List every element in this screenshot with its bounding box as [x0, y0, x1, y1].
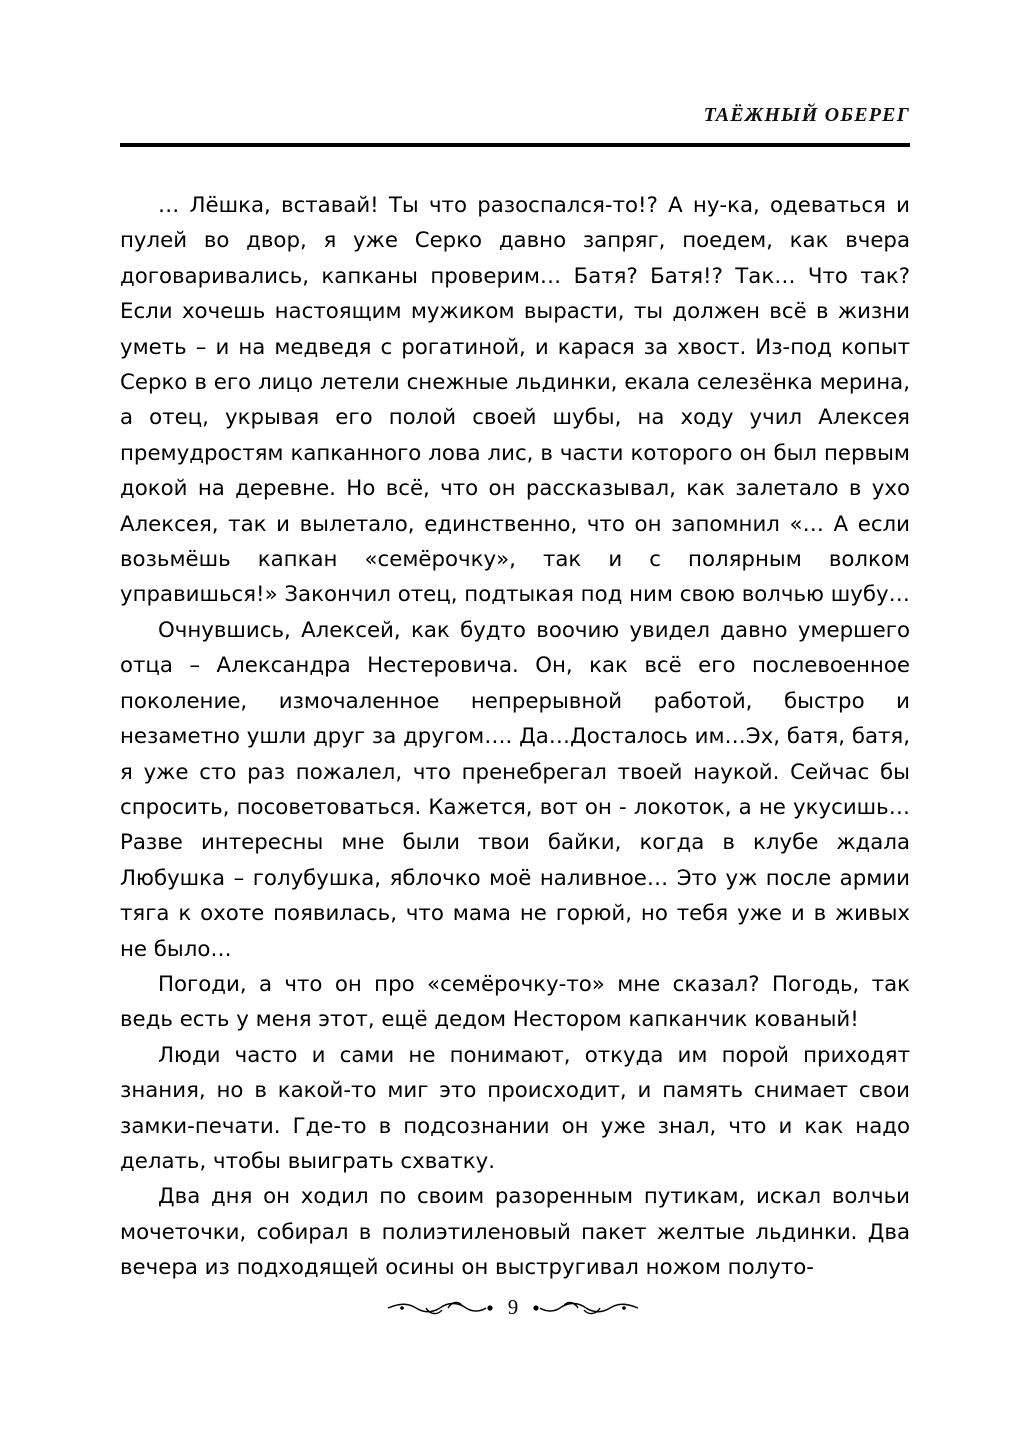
- page-number: 9: [507, 1295, 519, 1319]
- running-title: ТАЁЖНЫЙ ОБЕРЕГ: [703, 104, 910, 126]
- paragraph: Очнувшись, Алексей, как будто воочию увидел давно умершего отца – Александра Нестеровича. Он, как всё его послевоенное поколение, измочаленное непрерывной работой, быстро и незаметно ушли друг за другом…. Да…Досталось им…Эх, батя, батя, я уже сто раз пожалел, что пренебрегал твоей наукой. Сейчас бы спросить, посоветоваться. Кажется, вот он - локоток, а не укусишь…Разве интересны мне были твои байки, когда в клубе ждала Любушка – голубушка, яблочко моё наливное… Это уж после армии тяга к охоте появилась, что мама не горюй, но тебя уже и в живых не было…: [120, 617, 910, 962]
- page-header: [120, 104, 910, 127]
- header-divider: [120, 143, 910, 147]
- left-flourish-ornament: [386, 1297, 496, 1319]
- paragraph: Два дня он ходил по своим разоренным путикам, искал волчьи мочеточки, собирал в полиэтиленовый пакет желтые льдинки. Два вечера из подходящей осины он выстругивал ножом полуто-: [120, 1184, 910, 1281]
- page-footer: [0, 1295, 1026, 1323]
- paragraph: Погоди, а что он про «семёрочку-то» мне сказал? Погодь, так ведь есть у меня этот, ещё дедом Нестором капканчик кованый!: [120, 971, 910, 1033]
- paragraph: … Лёшка, вставай! Ты что разоспался-то!? А ну-ка, одеваться и пулей во двор, я уже Серко давно запряг, поедем, как вчера договаривались, капканы проверим… Батя? Батя!? Так… Что так? Если хочешь настоящим мужиком вырасти, ты должен всё в жизни уметь – и на медведя с рогатиной, и карася за хвост. Из-под копыт Серко в его лицо летели снежные льдинки, екала селезёнка мерина, а отец, укрывая его полой своей шубы, на ходу учил Алексея премудростям капканного лова лис, в части которого он был первым докой на деревне. Но всё, что он рассказывал, как залетало в ухо Алексея, так и вылетало, единственно, что он запомнил «… А если возьмёшь капкан «семёрочку», так и с полярным волком управишься!» Закончил отец, подтыкая под ним свою волчью шубу…: [120, 193, 910, 608]
- paragraph: Люди часто и сами не понимают, откуда им порой приходят знания, но в какой-то миг это происходит, и память снимает свои замки-печати. Где-то в подсознании он уже знал, что и как надо делать, чтобы выиграть схватку.: [120, 1042, 910, 1174]
- page-body-text: [120, 188, 910, 1286]
- footer-ornament-group: [386, 1295, 640, 1320]
- right-flourish-ornament: [530, 1297, 640, 1319]
